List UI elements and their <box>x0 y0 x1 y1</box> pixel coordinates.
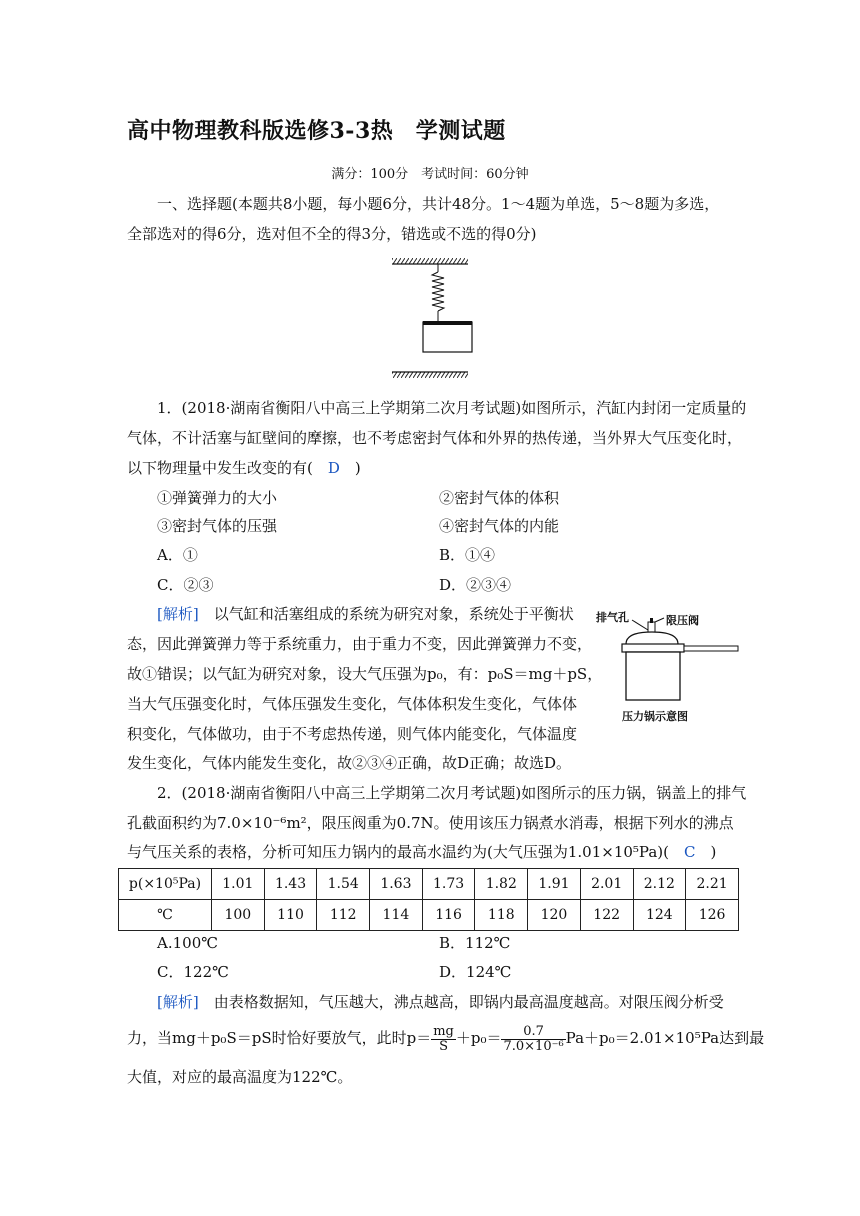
q2-analysis-tag: [解析] <box>157 993 199 1011</box>
q2-line3: 与气压关系的表格，分析可知压力锅内的最高水温约为(大气压强为1.01×10⁵Pa)( C ) <box>127 843 717 861</box>
fraction-pressure: $\frac{0.7}{\text{7.0×10⁻⁶}}$ <box>503 1023 564 1054</box>
q2-option-b: B．112℃ <box>439 934 511 952</box>
table-cell: 2.21 <box>686 869 739 900</box>
table-cell: 1.91 <box>528 869 581 900</box>
q2-option-c: C．122℃ <box>157 963 229 981</box>
table-cell: 112 <box>317 900 370 931</box>
table-header-cell: p(×10⁵Pa) <box>119 869 212 900</box>
table-cell: 1.54 <box>317 869 370 900</box>
q1-line1: 1．(2018·湖南省衡阳八中高三上学期第二次月考试题)如图所示，汽缸内封闭一定质量的 <box>157 399 747 417</box>
section-heading-line2: 全部选对的得6分，选对但不全的得3分，错选或不选的得0分) <box>127 225 537 243</box>
valve-label: 限压阀 <box>666 614 699 627</box>
table-cell: 100 <box>212 900 265 931</box>
table-cell: 120 <box>528 900 581 931</box>
table-header-cell: ℃ <box>119 900 212 931</box>
table-cell: 116 <box>422 900 475 931</box>
q1-line3: 以下物理量中发生改变的有( D ) <box>127 459 361 477</box>
page-title: 高中物理教科版选修3-3热 学测试题 <box>127 118 506 144</box>
q1-analysis-line2: 态，因此弹簧弹力等于系统重力，由于重力不变，因此弹簧弹力不变， <box>127 635 593 653</box>
spring-cylinder-figure <box>385 252 475 384</box>
pressure-cooker-figure <box>596 608 742 728</box>
q1-option-c: C．②③ <box>157 576 214 594</box>
table-cell: 118 <box>475 900 528 931</box>
boiling-point-table <box>118 868 739 931</box>
q2-analysis-line2: 力，当mg＋p₀S＝pS时恰好要放气，此时p＝ $\frac{mg}{S}$ ＋p₀＝ $\frac{0.7}{\text{7.0×10⁻⁶}}$ Pa＋p₀＝2.01×10⁵Pa达到最 <box>127 1023 765 1054</box>
table-cell: 126 <box>686 900 739 931</box>
table-cell: 2.01 <box>580 869 633 900</box>
table-row <box>119 900 739 931</box>
table-cell: 122 <box>580 900 633 931</box>
table-cell: 1.73 <box>422 869 475 900</box>
q1-analysis-line3: 故①错误；以气缸为研究对象，设大气压强为p₀，有：p₀S＝mg＋pS， <box>127 665 603 683</box>
table-cell: 114 <box>370 900 423 931</box>
q1-option-d: D．②③④ <box>439 576 512 594</box>
q1-analysis-line6: 发生变化，气体内能发生变化，故②③④正确，故D正确；故选D。 <box>127 754 572 772</box>
q1-analysis-line5: 积变化，气体做功，由于不考虑热传递，则气体内能变化，气体温度 <box>127 725 578 743</box>
section-heading-line1: 一、选择题(本题共8小题，每小题6分，共计48分。1～4题为单选，5～8题为多选， <box>157 195 720 213</box>
q1-option-a: A．① <box>157 546 198 564</box>
fraction-mg-over-s: $\frac{mg}{S}$ <box>433 1023 454 1054</box>
table-cell: 1.01 <box>212 869 265 900</box>
table-cell: 1.82 <box>475 869 528 900</box>
exam-meta: 满分：100分 考试时间：60分钟 <box>331 167 529 182</box>
q1-item-1: ①弹簧弹力的大小 <box>157 489 278 507</box>
table-cell: 2.12 <box>633 869 686 900</box>
q1-analysis-line4: 当大气压强变化时，气体压强发生变化，气体体积发生变化，气体体 <box>127 695 578 713</box>
q2-analysis-line1: [解析] 由表格数据知，气压越大，沸点越高，即锅内最高温度越高。对限压阀分析受 <box>157 993 724 1011</box>
q1-analysis-line1: [解析] 以气缸和活塞组成的系统为研究对象，系统处于平衡状 <box>157 605 574 623</box>
q1-analysis-tag: [解析] <box>157 605 199 623</box>
q1-line2: 气体，不计活塞与缸壁间的摩擦，也不考虑密封气体和外界的热传递，当外界大气压变化时， <box>127 429 743 447</box>
table-cell: 1.43 <box>264 869 317 900</box>
q1-item-4: ④密封气体的内能 <box>439 517 560 535</box>
q2-answer: C <box>684 843 696 861</box>
q2-line2: 孔截面积约为7.0×10⁻⁶m²，限压阀重为0.7N。使用该压力锅煮水消毒，根据下列水的沸点 <box>127 814 734 832</box>
q1-item-2: ②密封气体的体积 <box>439 489 560 507</box>
vent-label: 排气孔 <box>596 611 629 624</box>
table-cell: 124 <box>633 900 686 931</box>
cooker-caption: 压力锅示意图 <box>622 710 688 723</box>
table-row <box>119 869 739 900</box>
q1-answer: D <box>327 459 340 477</box>
q1-option-b: B．①④ <box>439 546 496 564</box>
q2-line1: 2．(2018·湖南省衡阳八中高三上学期第二次月考试题)如图所示的压力锅，锅盖上的排气 <box>157 784 747 802</box>
q2-option-d: D．124℃ <box>439 963 512 981</box>
table-cell: 110 <box>264 900 317 931</box>
table-cell: 1.63 <box>370 869 423 900</box>
q2-analysis-line3: 大值，对应的最高温度为122℃。 <box>127 1068 353 1086</box>
q1-item-3: ③密封气体的压强 <box>157 517 278 535</box>
q2-option-a: A.100℃ <box>157 934 219 952</box>
